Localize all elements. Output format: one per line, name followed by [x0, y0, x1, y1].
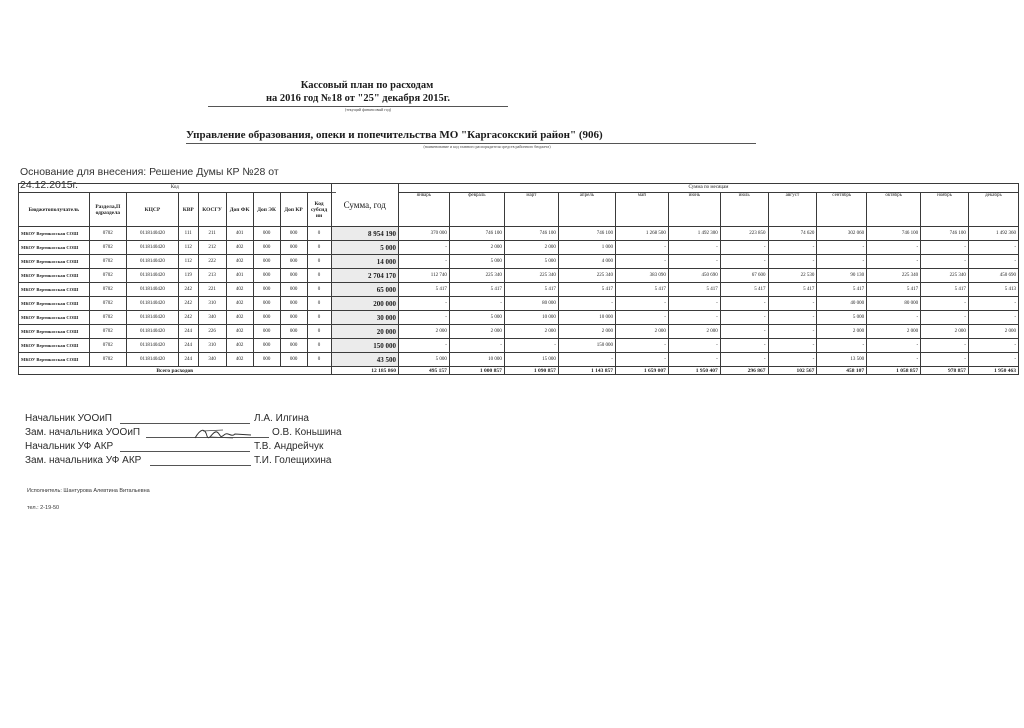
cell-month-value: - [399, 339, 450, 353]
cell-kcsr: 0118140420 [126, 269, 178, 283]
cell-kr: 000 [280, 241, 307, 255]
cell-month-value: - [768, 255, 817, 269]
table-row [19, 269, 1019, 283]
col-dop-ek: Доп ЭК [253, 193, 280, 227]
cell-month-value: 746 100 [921, 227, 969, 241]
signature-name: Л.А. Илгина [254, 413, 309, 424]
total-row [19, 367, 1019, 375]
cell-recipient: МКОУ Вертикосская СОШ [19, 283, 90, 297]
cell-kosgu: 211 [198, 227, 226, 241]
table-row [19, 339, 1019, 353]
cell-kosgu: 221 [198, 283, 226, 297]
table-row [19, 353, 1019, 367]
cell-month-value: - [768, 339, 817, 353]
cell-month-value: 1 268 500 [615, 227, 668, 241]
cell-month-value: 5 417 [768, 283, 817, 297]
cell-month-value: 746 100 [558, 227, 615, 241]
cell-month-value: 5 417 [504, 283, 558, 297]
cell-kosgu: 222 [198, 255, 226, 269]
cell-kvr: 242 [178, 311, 198, 325]
cell-month-value: 5 417 [449, 283, 504, 297]
cell-ek: 000 [253, 227, 280, 241]
month-header: январь [399, 193, 450, 227]
signature-post: Зам. начальника УООиП [25, 427, 141, 438]
signature-line [150, 465, 251, 466]
total-month-value: 1 659 007 [615, 367, 668, 375]
cell-year-sum: 8 954 190 [331, 227, 398, 241]
cell-month-value: 10 000 [504, 311, 558, 325]
cell-month-value: - [668, 241, 720, 255]
cell-year-sum: 30 000 [331, 311, 398, 325]
cell-subs: 0 [307, 311, 331, 325]
signature-line [120, 423, 250, 424]
cell-ek: 000 [253, 269, 280, 283]
cell-month-value: 4 000 [558, 255, 615, 269]
cell-year-sum: 2 704 170 [331, 269, 398, 283]
month-header: сентябрь [817, 193, 867, 227]
cell-ek: 000 [253, 311, 280, 325]
table-row [19, 297, 1019, 311]
cell-fk: 402 [226, 255, 253, 269]
cell-month-value: - [921, 241, 969, 255]
month-header: апрель [558, 193, 615, 227]
cell-month-value: 5 417 [720, 283, 768, 297]
cell-kosgu: 212 [198, 241, 226, 255]
total-year-sum: 12 185 860 [331, 367, 398, 375]
cell-kvr: 112 [178, 255, 198, 269]
cell-kosgu: 310 [198, 297, 226, 311]
cell-kvr: 244 [178, 325, 198, 339]
total-month-value: 458 107 [817, 367, 867, 375]
cell-month-value: 225 340 [867, 269, 921, 283]
title-caption: (текущий финансовый год) [344, 107, 392, 112]
cell-razdel: 0702 [89, 297, 126, 311]
cell-month-value: 225 340 [449, 269, 504, 283]
cell-kvr: 111 [178, 227, 198, 241]
cell-month-value: 2 000 [504, 241, 558, 255]
signature-row [25, 454, 141, 468]
cell-recipient: МКОУ Вертикосская СОШ [19, 339, 90, 353]
cell-month-value: 2 000 [817, 325, 867, 339]
cell-month-value: - [867, 311, 921, 325]
cell-month-value: 5 000 [449, 255, 504, 269]
cell-month-value: 225 340 [504, 269, 558, 283]
cell-fk: 402 [226, 325, 253, 339]
cell-month-value: - [558, 353, 615, 367]
total-month-value: 978 857 [921, 367, 969, 375]
cell-month-value: 112 740 [399, 269, 450, 283]
cell-month-value: 1 492 300 [668, 227, 720, 241]
cell-recipient: МКОУ Вертикосская СОШ [19, 297, 90, 311]
document-subtitle: на 2016 год №18 от "25" декабря 2015г. [208, 93, 508, 107]
cell-subs: 0 [307, 283, 331, 297]
cell-fk: 401 [226, 227, 253, 241]
cell-month-value: - [867, 339, 921, 353]
cell-kvr: 244 [178, 339, 198, 353]
months-group-header: Сумма по месяцам [399, 184, 1019, 193]
cell-kcsr: 0118140420 [126, 227, 178, 241]
cell-ek: 000 [253, 339, 280, 353]
cell-month-value: - [668, 297, 720, 311]
cell-month-value: 2 000 [399, 325, 450, 339]
month-header: октябрь [867, 193, 921, 227]
cell-razdel: 0702 [89, 325, 126, 339]
cell-recipient: МКОУ Вертикосская СОШ [19, 325, 90, 339]
cell-month-value: 450 690 [668, 269, 720, 283]
cell-ek: 000 [253, 283, 280, 297]
cell-month-value: 40 000 [817, 297, 867, 311]
signature-block [25, 412, 141, 468]
signature-name: Т.И. Голещихина [254, 455, 332, 466]
cell-subs: 0 [307, 241, 331, 255]
total-month-value: 1 950 463 [968, 367, 1018, 375]
cell-subs: 0 [307, 269, 331, 283]
cell-ek: 000 [253, 241, 280, 255]
table-row [19, 241, 1019, 255]
total-month-value: 1 143 857 [558, 367, 615, 375]
col-dop-fk: Доп ФК [226, 193, 253, 227]
cell-razdel: 0702 [89, 227, 126, 241]
cell-month-value: 5 417 [399, 283, 450, 297]
cell-month-value: 2 000 [449, 325, 504, 339]
organization-name: Управление образования, опеки и попечительства МО "Каргасокский район" (906) [186, 129, 756, 144]
cell-month-value: - [968, 353, 1018, 367]
cell-month-value: - [615, 339, 668, 353]
cell-kr: 000 [280, 283, 307, 297]
cell-year-sum: 150 000 [331, 339, 398, 353]
cash-plan-table [18, 183, 1019, 375]
cell-kcsr: 0118140420 [126, 353, 178, 367]
signature-name: О.В. Коньшина [272, 427, 342, 438]
organization-caption: (наименование и код главного распорядителя средств районного бюджета) [423, 144, 551, 149]
cell-month-value: - [615, 241, 668, 255]
cell-month-value: 225 340 [558, 269, 615, 283]
cell-month-value: 225 340 [921, 269, 969, 283]
cell-month-value: - [615, 353, 668, 367]
cell-recipient: МКОУ Вертикосская СОШ [19, 227, 90, 241]
cell-month-value: - [720, 325, 768, 339]
col-kvr: КВР [178, 193, 198, 227]
cell-month-value: 383 090 [615, 269, 668, 283]
cell-month-value: - [768, 311, 817, 325]
cell-month-value: 5 417 [867, 283, 921, 297]
cell-month-value: - [449, 339, 504, 353]
cell-month-value: - [399, 297, 450, 311]
month-header: июнь [668, 193, 720, 227]
cell-month-value: - [768, 241, 817, 255]
signature-line [120, 451, 250, 452]
month-header: август [768, 193, 817, 227]
signature-post: Начальник УФ АКР [25, 441, 114, 452]
month-header: март [504, 193, 558, 227]
cell-month-value: - [817, 255, 867, 269]
month-header: июль [720, 193, 768, 227]
cell-month-value: 90 130 [817, 269, 867, 283]
total-label: Всего расходов [19, 367, 332, 375]
cell-kosgu: 340 [198, 311, 226, 325]
cell-kosgu: 340 [198, 353, 226, 367]
cell-fk: 402 [226, 311, 253, 325]
cell-month-value: - [668, 311, 720, 325]
cell-month-value: - [720, 339, 768, 353]
cell-subs: 0 [307, 255, 331, 269]
cell-month-value: 15 000 [504, 353, 558, 367]
cell-month-value: 5 417 [921, 283, 969, 297]
cell-month-value: - [720, 241, 768, 255]
cell-month-value: - [768, 353, 817, 367]
cell-fk: 402 [226, 339, 253, 353]
table-row [19, 311, 1019, 325]
cell-month-value: 2 000 [449, 241, 504, 255]
cell-month-value: - [968, 311, 1018, 325]
cell-recipient: МКОУ Вертикосская СОШ [19, 255, 90, 269]
cell-kvr: 242 [178, 283, 198, 297]
cell-year-sum: 200 000 [331, 297, 398, 311]
document-title: Кассовый план по расходам [300, 80, 434, 91]
cell-month-value: - [399, 311, 450, 325]
cell-month-value: - [668, 255, 720, 269]
cell-month-value: 746 100 [504, 227, 558, 241]
cell-month-value: 2 000 [921, 325, 969, 339]
cell-subs: 0 [307, 297, 331, 311]
cell-month-value: 22 530 [768, 269, 817, 283]
total-month-value: 495 157 [399, 367, 450, 375]
cell-month-value: - [720, 353, 768, 367]
cell-subs: 0 [307, 353, 331, 367]
signature-post: Начальник УООиП [25, 413, 112, 424]
cell-month-value: - [720, 311, 768, 325]
col-kosgu: КОСГУ [198, 193, 226, 227]
cell-subs: 0 [307, 325, 331, 339]
cell-month-value: 2 000 [558, 325, 615, 339]
cell-year-sum: 14 000 [331, 255, 398, 269]
cell-month-value: 2 000 [867, 325, 921, 339]
cell-kr: 000 [280, 325, 307, 339]
total-month-value: 1 090 857 [504, 367, 558, 375]
cell-month-value: 302 060 [817, 227, 867, 241]
cell-month-value: - [668, 339, 720, 353]
cell-kr: 000 [280, 227, 307, 241]
cell-kvr: 119 [178, 269, 198, 283]
cell-year-sum: 20 000 [331, 325, 398, 339]
signature-row [25, 426, 141, 440]
cell-kvr: 242 [178, 297, 198, 311]
cell-kcsr: 0118140420 [126, 283, 178, 297]
cell-kosgu: 226 [198, 325, 226, 339]
cell-month-value: - [867, 255, 921, 269]
cell-month-value: 13 500 [817, 353, 867, 367]
cell-month-value: 1 492 360 [968, 227, 1018, 241]
cell-kosgu: 213 [198, 269, 226, 283]
cell-month-value: 5 000 [399, 353, 450, 367]
total-month-value: 102 567 [768, 367, 817, 375]
cell-kosgu: 310 [198, 339, 226, 353]
month-header: февраль [449, 193, 504, 227]
cell-month-value: - [921, 297, 969, 311]
cell-fk: 402 [226, 297, 253, 311]
table-row [19, 255, 1019, 269]
cell-month-value: 5 000 [504, 255, 558, 269]
cell-month-value: 74 620 [768, 227, 817, 241]
cell-month-value: 2 000 [968, 325, 1018, 339]
cell-month-value: - [768, 325, 817, 339]
cell-month-value: 150 000 [558, 339, 615, 353]
cell-month-value: - [867, 241, 921, 255]
cell-month-value: - [817, 339, 867, 353]
cell-month-value: - [615, 311, 668, 325]
cell-kr: 000 [280, 353, 307, 367]
cell-kr: 000 [280, 339, 307, 353]
cell-kr: 000 [280, 255, 307, 269]
cell-month-value: 5 417 [668, 283, 720, 297]
cell-month-value: - [968, 339, 1018, 353]
month-header: декабрь [968, 193, 1018, 227]
col-subsidy: Код субсид ии [307, 193, 331, 227]
cell-kcsr: 0118140420 [126, 241, 178, 255]
basis-line: Основание для внесения: Решение Думы КР №28 от 24.12.2015г. [20, 166, 336, 193]
phone-line: тел.: 2-19-50 [27, 505, 60, 511]
cell-month-value: 5 000 [817, 311, 867, 325]
cell-kcsr: 0118140420 [126, 325, 178, 339]
table-row [19, 325, 1019, 339]
cell-month-value: 370 000 [399, 227, 450, 241]
cell-ek: 000 [253, 325, 280, 339]
cell-month-value: 10 000 [449, 353, 504, 367]
cell-month-value: - [921, 255, 969, 269]
cell-month-value: - [615, 297, 668, 311]
total-month-value: 1 950 407 [668, 367, 720, 375]
cell-month-value: 80 000 [504, 297, 558, 311]
cell-month-value: 67 600 [720, 269, 768, 283]
cell-month-value: 5 417 [817, 283, 867, 297]
cell-month-value: 5 000 [449, 311, 504, 325]
cell-recipient: МКОУ Вертикосская СОШ [19, 311, 90, 325]
total-month-value: 1 000 857 [449, 367, 504, 375]
month-header: май [615, 193, 668, 227]
cell-subs: 0 [307, 339, 331, 353]
executor-line: Исполнитель: Шантурова Алевтина Витальевна [27, 488, 150, 494]
cell-fk: 402 [226, 241, 253, 255]
total-month-value: 1 058 857 [867, 367, 921, 375]
cell-month-value: - [968, 297, 1018, 311]
cell-kcsr: 0118140420 [126, 339, 178, 353]
cell-kr: 000 [280, 297, 307, 311]
cell-month-value: - [558, 297, 615, 311]
cell-month-value: - [720, 297, 768, 311]
cell-month-value: 80 000 [867, 297, 921, 311]
month-header: ноябрь [921, 193, 969, 227]
cell-fk: 401 [226, 269, 253, 283]
cell-kr: 000 [280, 311, 307, 325]
table-row [19, 227, 1019, 241]
cell-month-value: 1 000 [558, 241, 615, 255]
cell-month-value: 5 417 [558, 283, 615, 297]
cell-fk: 402 [226, 283, 253, 297]
cell-recipient: МКОУ Вертикосская СОШ [19, 241, 90, 255]
col-dop-kr: Доп КР [280, 193, 307, 227]
signature-name: Т.В. Андрейчук [254, 441, 324, 452]
cell-year-sum: 43 500 [331, 353, 398, 367]
cell-kcsr: 0118140420 [126, 311, 178, 325]
cell-razdel: 0702 [89, 241, 126, 255]
cell-month-value: - [867, 353, 921, 367]
cell-kcsr: 0118140420 [126, 255, 178, 269]
cell-kr: 000 [280, 269, 307, 283]
cell-kcsr: 0118140420 [126, 297, 178, 311]
cell-ek: 000 [253, 255, 280, 269]
cell-month-value: 746 100 [449, 227, 504, 241]
cell-razdel: 0702 [89, 339, 126, 353]
cell-razdel: 0702 [89, 353, 126, 367]
cell-month-value: 746 100 [867, 227, 921, 241]
cell-month-value: 450 690 [968, 269, 1018, 283]
cell-month-value: - [399, 255, 450, 269]
code-group-header: Код [19, 184, 332, 193]
cell-kvr: 244 [178, 353, 198, 367]
year-sum-header: Сумма, год [331, 184, 398, 227]
cell-month-value: 223 850 [720, 227, 768, 241]
cell-month-value: - [817, 241, 867, 255]
table-body [19, 227, 1019, 375]
cell-month-value: - [921, 311, 969, 325]
cell-fk: 402 [226, 353, 253, 367]
cell-ek: 000 [253, 297, 280, 311]
cell-month-value: 5 417 [615, 283, 668, 297]
cell-month-value: - [720, 255, 768, 269]
col-razdel: Раздела,П одраздела [89, 193, 126, 227]
cell-month-value: 5 413 [968, 283, 1018, 297]
cell-month-value: - [768, 297, 817, 311]
col-recipient: Бюджетополучатель [19, 193, 90, 227]
cell-month-value: - [668, 353, 720, 367]
cell-month-value: - [921, 353, 969, 367]
cell-razdel: 0702 [89, 311, 126, 325]
cell-razdel: 0702 [89, 255, 126, 269]
col-kcsr: КЦСР [126, 193, 178, 227]
cell-recipient: МКОУ Вертикосская СОШ [19, 353, 90, 367]
cell-ek: 000 [253, 353, 280, 367]
cell-month-value: - [968, 255, 1018, 269]
total-month-value: 296 867 [720, 367, 768, 375]
cell-recipient: МКОУ Вертикосская СОШ [19, 269, 90, 283]
handwritten-signature [193, 426, 253, 442]
cell-razdel: 0702 [89, 283, 126, 297]
cell-month-value: - [449, 297, 504, 311]
cell-razdel: 0702 [89, 269, 126, 283]
cell-month-value: - [399, 241, 450, 255]
cell-month-value: - [921, 339, 969, 353]
cell-year-sum: 5 000 [331, 241, 398, 255]
cell-subs: 0 [307, 227, 331, 241]
cell-kvr: 112 [178, 241, 198, 255]
cell-month-value: 2 000 [504, 325, 558, 339]
cell-month-value: - [968, 241, 1018, 255]
table-row [19, 283, 1019, 297]
cell-month-value: 2 000 [668, 325, 720, 339]
cell-month-value: 2 000 [615, 325, 668, 339]
cell-month-value: - [615, 255, 668, 269]
signature-post: Зам. начальника УФ АКР [25, 455, 142, 466]
cell-year-sum: 65 000 [331, 283, 398, 297]
cell-month-value: - [504, 339, 558, 353]
cell-month-value: 10 000 [558, 311, 615, 325]
